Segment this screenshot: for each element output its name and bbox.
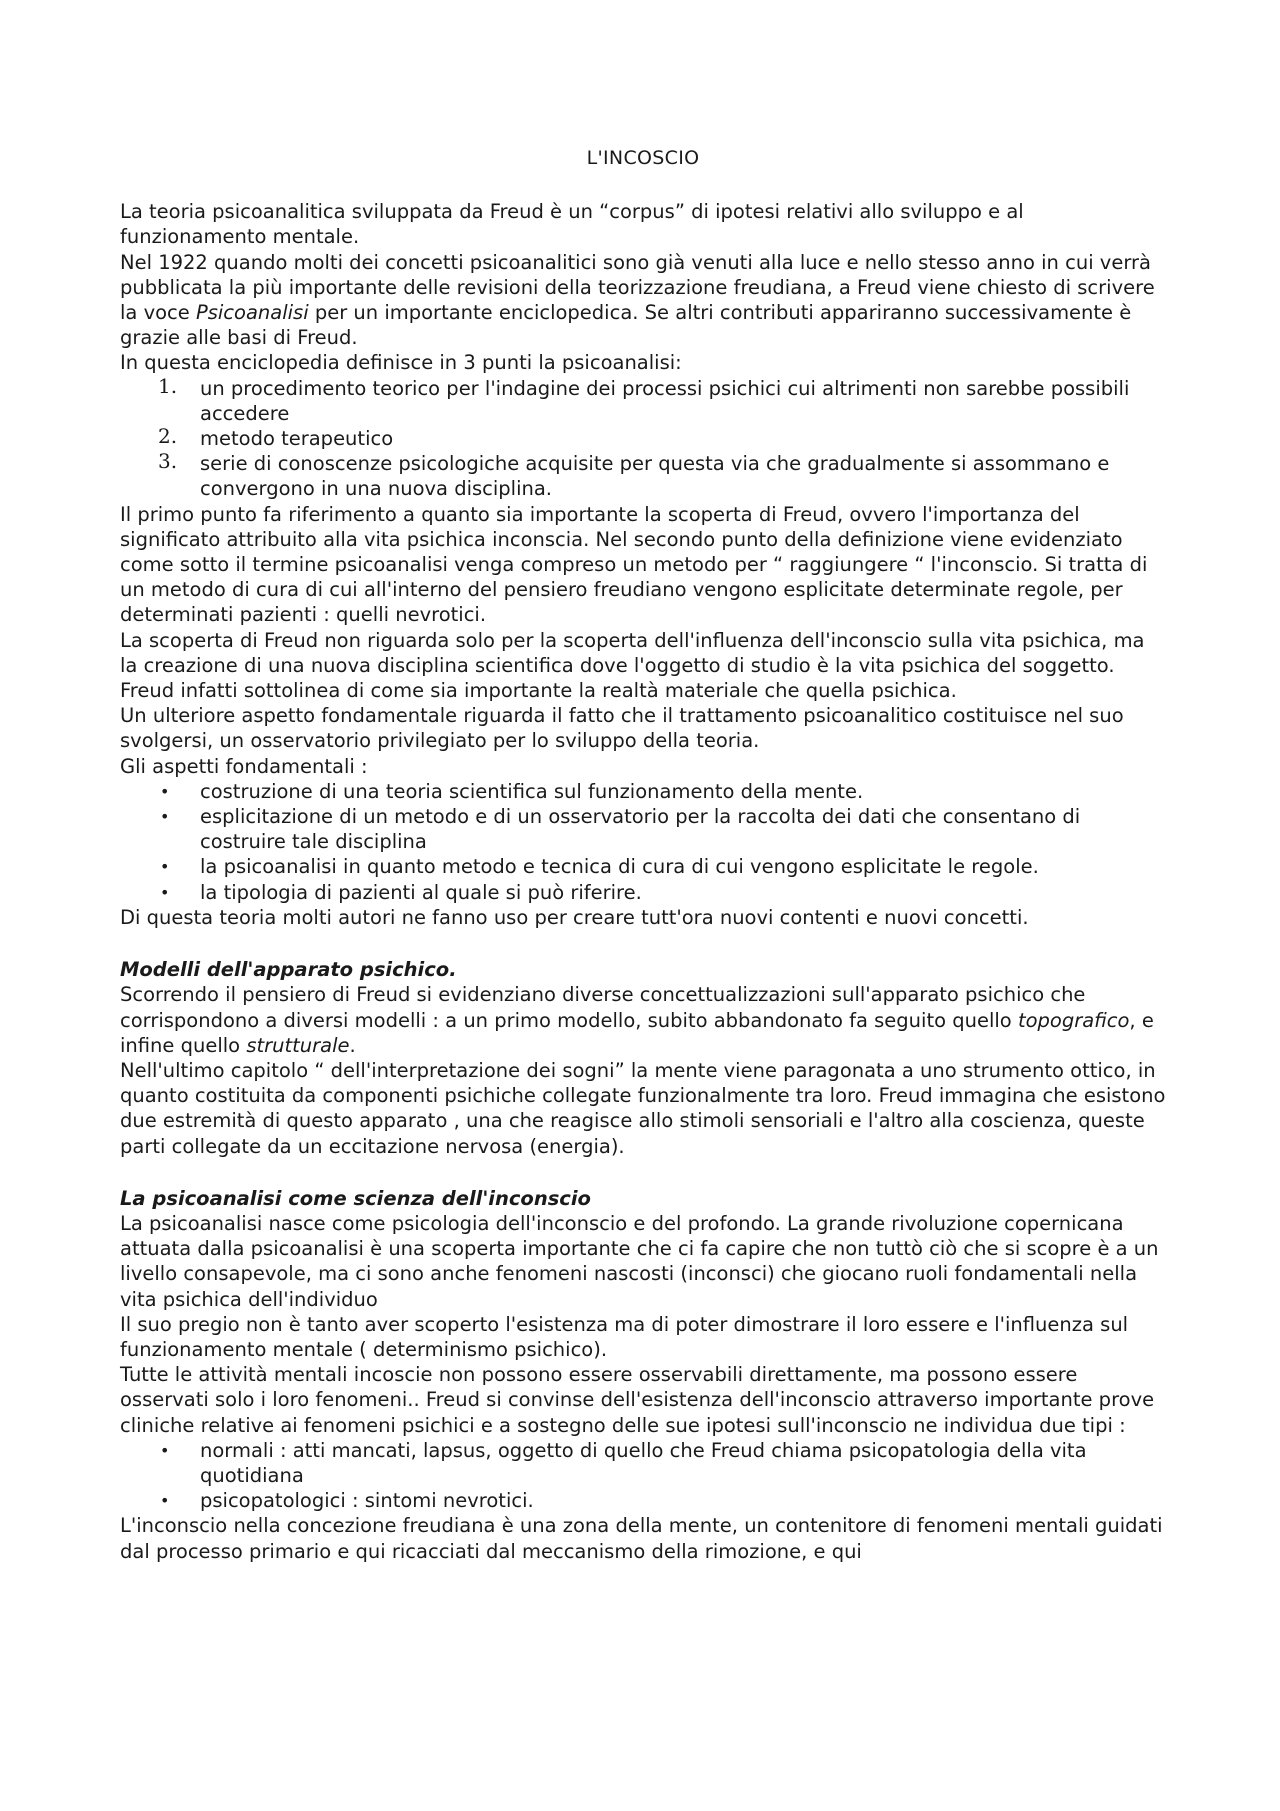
numbered-list: [120, 373, 1166, 502]
body-paragraph: Scorrendo il pensiero di Freud si evidenziano diverse concettualizzazioni sull'apparato psichico che corrispondono a diversi modelli : a un primo modello, subito abbandonato fa seguito quello topografico, e infine quello strutturale.: [120, 983, 1154, 1057]
body-paragraph: Nell'ultimo capitolo “ dell'interpretazione dei sogni” la mente viene paragonata a uno strumento ottico, in quanto costituita da componenti psichiche collegate funzionalmente tra loro. Freud immagina che esistono due estremità di questo apparato , una che reagisce allo stimoli sensoriali e l'altro alla coscienza, queste parti collegate da un eccitazione nervosa (energia).: [120, 1058, 1166, 1158]
body-paragraph: Un ulteriore aspetto fondamentale riguarda il fatto che il trattamento psicoanalitico costituisce nel suo svolgersi, un osservatorio privilegiato per lo sviluppo della teoria.: [120, 704, 1124, 753]
list-item: • costruzione di una teoria scientifica sul funzionamento della mente.: [160, 779, 864, 803]
bullet-list-aspects: [120, 779, 1166, 905]
list-item: 2. metodo terapeutico: [158, 424, 394, 451]
body-paragraph: La psicoanalisi nasce come psicologia dell'inconscio e del profondo. La grande rivoluzione copernicana attuata dalla psicoanalisi è una scoperta importante che ci fa capire che non tuttò ciò che si scopre è a un livello consapevole, ma ci sono anche fenomeni nascosti (inconsci) che giocano ruoli fondamentali nella vita psichica dell'individuo: [120, 1211, 1159, 1311]
body-paragraph: La scoperta di Freud non riguarda solo per la scoperta dell'influenza dell'inconscio sulla vita psichica, ma la creazione di una nuova disciplina scientifica dove l'oggetto di studio è la vita psichica del soggetto. Freud infatti sottolinea di come sia importante la realtà materiale che quella psichica.: [120, 628, 1145, 703]
body-paragraph: Il primo punto fa riferimento a quanto sia importante la scoperta di Freud, ovvero l'importanza del significato attribuito alla vita psichica inconscia. Nel secondo punto della definizione viene evidenziato come sotto il termine psicoanalisi venga compreso un metodo per “ raggiungere “ l'inconscio. Si tratta di un metodo di cura di cui all'interno del pensiero freudiano vengono esplicitate determinate regole, per determinati pazienti : quelli nevrotici.: [120, 502, 1148, 627]
list-item: • normali : atti mancati, lapsus, oggetto di quello che Freud chiama psicopatologia della vita quotidiana: [160, 1438, 1087, 1487]
intro-paragraph-3: In questa enciclopedia definisce in 3 punti la psicoanalisi:: [120, 351, 682, 375]
body-paragraph: Gli aspetti fondamentali :: [120, 754, 368, 778]
list-item: 1. un procedimento teorico per l'indagine dei processi psichici cui altrimenti non sarebbe possibili accedere: [158, 373, 1130, 425]
psicoanalisi-term: Psicoanalisi: [195, 301, 309, 325]
section-heading: Modelli dell'apparato psichico.: [120, 958, 457, 982]
list-item: • la psicoanalisi in quanto metodo e tecnica di cura di cui vengono esplicitate le regole.: [160, 855, 1039, 879]
list-item: 3. serie di conoscenze psicologiche acquisite per questa via che gradualmente si assommano e convergono in una nuova disciplina.: [158, 449, 1110, 501]
body-paragraph: L'inconscio nella concezione freudiana è una zona della mente, un contenitore di fenomeni mentali guidati dal processo primario e qui ricacciati dal meccanismo della rimozione, e qui: [120, 1514, 1163, 1563]
list-item: • psicopatologici : sintomi nevrotici.: [160, 1489, 534, 1513]
body-paragraph: Di questa teoria molti autori ne fanno uso per creare tutt'ora nuovi contenti e nuovi concetti.: [120, 905, 1029, 929]
body-paragraph: Tutte le attività mentali incoscie non possono essere osservabili direttamente, ma possono essere osservati solo i loro fenomeni.. Freud si convinse dell'esistenza dell'inconscio attraverso importante prove cliniche relative ai fenomeni psichici e a sostegno delle sue ipotesi sull'inconscio ne individua due tipi :: [120, 1363, 1155, 1437]
list-item: • la tipologia di pazienti al quale si può riferire.: [160, 880, 642, 904]
section-heading: La psicoanalisi come scienza dell'inconscio: [120, 1186, 591, 1210]
page-title: L'INCOSCIO: [586, 147, 700, 169]
body-paragraph: Il suo pregio non è tanto aver scoperto l'esistenza ma di poter dimostrare il loro essere e l'influenza sul funzionamento mentale ( determinismo psichico).: [120, 1312, 1129, 1361]
intro-paragraph-1: La teoria psicoanalitica sviluppata da Freud è un “corpus” di ipotesi relativi allo sviluppo e al funzionamento mentale.: [120, 200, 1024, 249]
list-item: • esplicitazione di un metodo e di un osservatorio per la raccolta dei dati che consentano di costruire tale disciplina: [160, 805, 1081, 854]
bullet-list-phenomena: [120, 1438, 1166, 1514]
intro-paragraph-2: Nel 1922 quando molti dei concetti psicoanalitici sono già venuti alla luce e nello stesso anno in cui verrà pubblicata la più importante delle revisioni della teorizzazione freudiana, a Freud viene chiesto di scrivere la voce Psicoanalisi per un importante enciclopedica. Se altri contributi appariranno successivamente è grazie alle basi di Freud.: [120, 250, 1155, 350]
document-page: [120, 146, 1166, 1564]
